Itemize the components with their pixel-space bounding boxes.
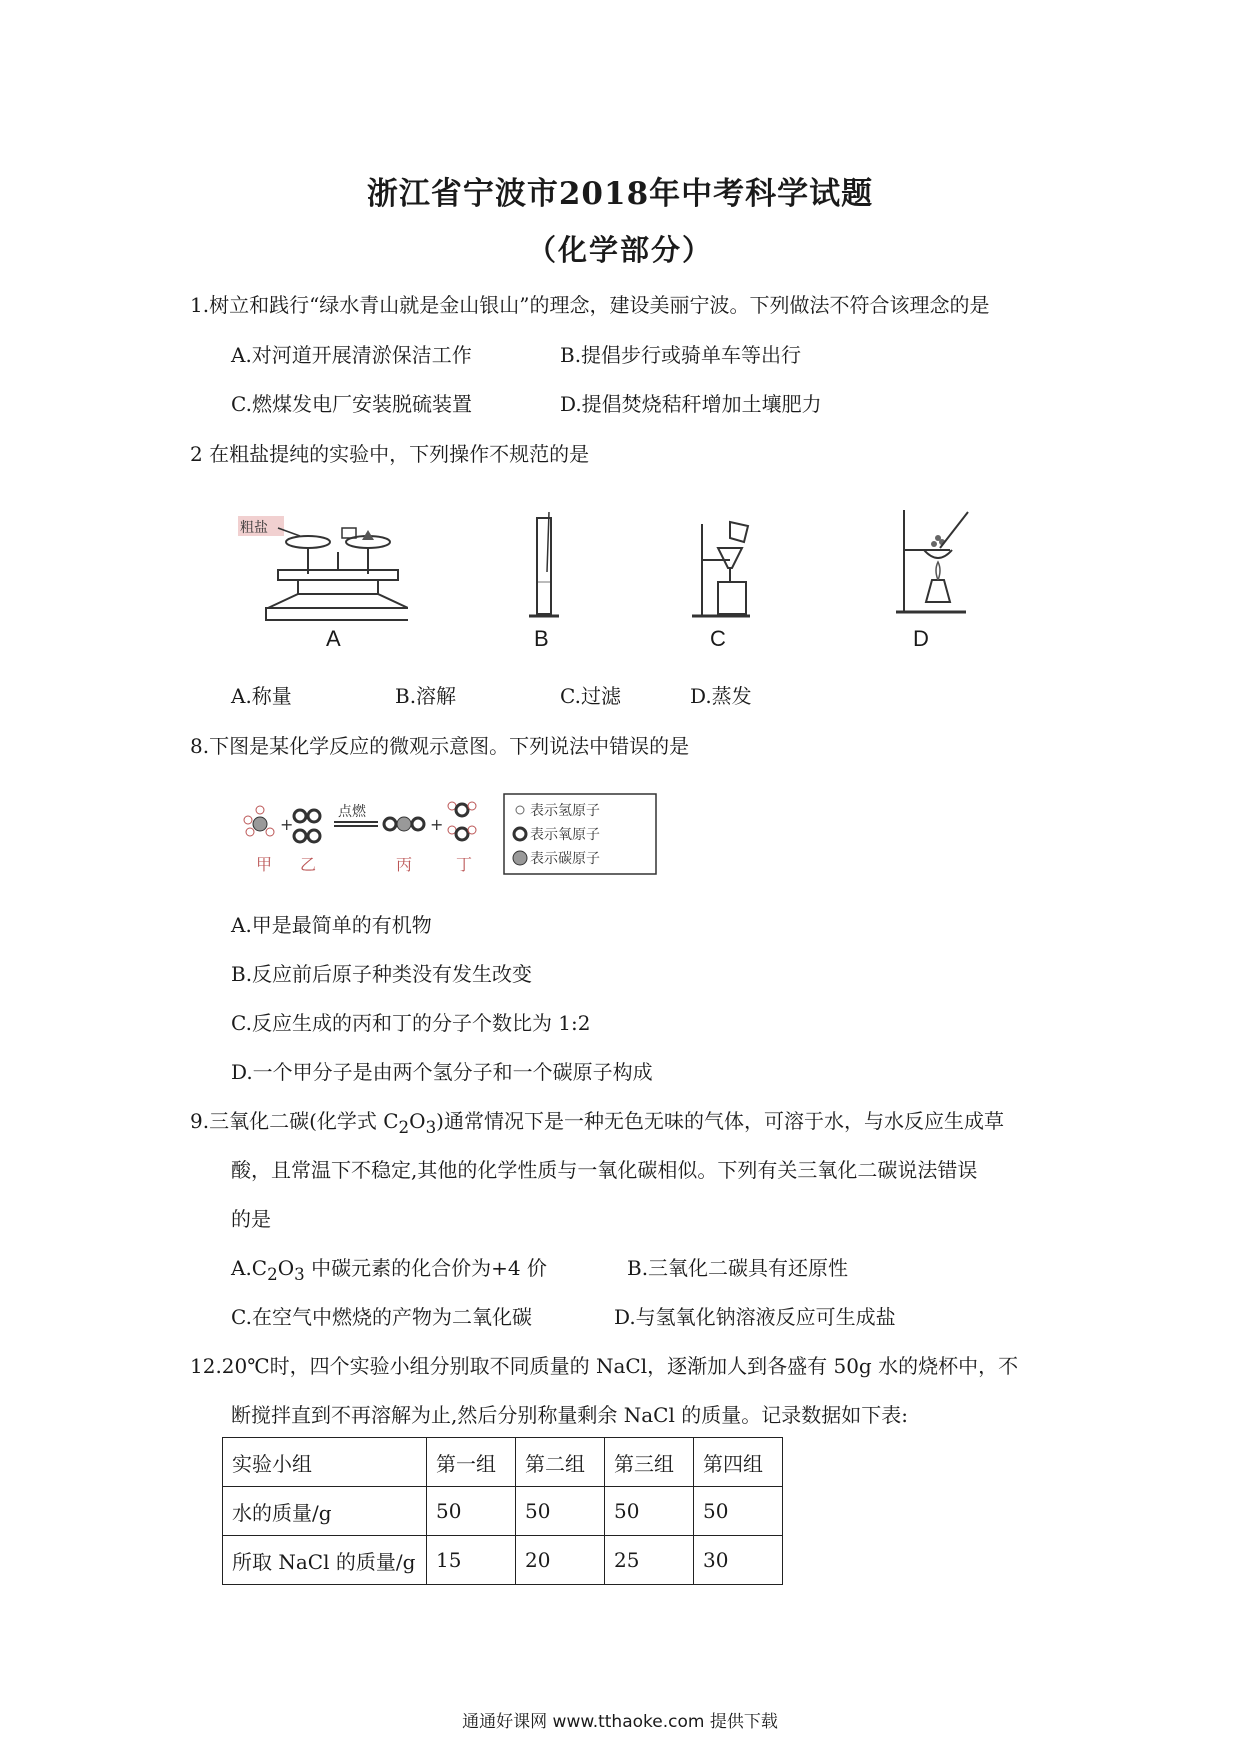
table-row <box>223 1536 783 1585</box>
q2-option-b: B.溶解 <box>395 684 457 708</box>
q9-option-c: C.在空气中燃烧的产物为二氧化碳 <box>231 1305 532 1329</box>
evaporation-figure <box>894 506 974 618</box>
q8-option-d: D.一个甲分子是由两个氢分子和一个碳原子构成 <box>231 1060 653 1084</box>
table-cell: 20 <box>516 1536 605 1585</box>
reaction-diagram <box>238 788 698 880</box>
filtration-figure <box>690 518 760 618</box>
molecule-label-jia: 甲 <box>256 855 273 874</box>
q9-option-d: D.与氢氧化钠溶液反应可生成盐 <box>614 1305 896 1329</box>
q2-option-d: D.蒸发 <box>690 684 752 708</box>
molecule-label-ding: 丁 <box>456 855 473 874</box>
q12-line-1: 12.20℃时，四个实验小组分别取不同质量的 NaCl，逐渐加人到各盛有 50g 水的烧杯中，不 <box>190 1354 1019 1378</box>
q1-option-d: D.提倡焚烧秸秆增加土壤肥力 <box>560 392 822 416</box>
svg-text:+: + <box>430 815 444 834</box>
table-cell: 50 <box>427 1487 516 1536</box>
fig-label-a: A <box>326 626 341 651</box>
table-cell: 水的质量/g <box>223 1487 427 1536</box>
table-cell: 30 <box>694 1536 783 1585</box>
table-row <box>223 1487 783 1536</box>
fig-a-tag: 粗盐 <box>240 520 268 536</box>
reaction-condition: 点燃 <box>338 804 366 820</box>
table-header-cell: 第四组 <box>694 1438 783 1487</box>
q12-line-2: 断搅拌直到不再溶解为止,然后分别称量剩余 NaCl 的质量。记录数据如下表: <box>231 1403 908 1427</box>
legend-carbon: 表示碳原子 <box>530 851 600 867</box>
balance-figure <box>238 512 408 624</box>
table-header-cell: 第三组 <box>605 1438 694 1487</box>
table-cell: 15 <box>427 1536 516 1585</box>
table-header-cell: 第一组 <box>427 1438 516 1487</box>
q9-line-1: 9.三氧化二碳(化学式 $C_2O_3$)通常情况下是一种无色无味的气体，可溶于水，与水反应生成草 <box>190 1109 1004 1137</box>
molecule-label-yi: 乙 <box>300 855 317 874</box>
legend-oxygen: 表示氧原子 <box>530 827 600 843</box>
q8-option-c: C.反应生成的丙和丁的分子个数比为 1:2 <box>231 1011 591 1035</box>
table-header-cell: 实验小组 <box>223 1438 427 1487</box>
molecule-label-bing: 丙 <box>396 855 413 874</box>
graduated-cylinder-figure <box>525 512 565 622</box>
q9-line-3: 的是 <box>231 1207 271 1231</box>
q1-stem: 1.树立和践行“绿水青山就是金山银山”的理念，建设美丽宁波。下列做法不符合该理念的是 <box>190 293 990 317</box>
q2-option-a: A.称量 <box>231 684 292 708</box>
q1-option-a: A.对河道开展清淤保洁工作 <box>231 343 472 367</box>
q8-option-b: B.反应前后原子种类没有发生改变 <box>231 962 533 986</box>
table-header-row <box>223 1438 783 1487</box>
fig-label-d: D <box>913 626 929 651</box>
q8-stem: 8.下图是某化学反应的微观示意图。下列说法中错误的是 <box>190 734 690 758</box>
table-cell: 50 <box>605 1487 694 1536</box>
page-subtitle: （化学部分） <box>526 233 713 267</box>
table-cell: 所取 NaCl 的质量/g <box>223 1536 427 1585</box>
table-cell: 50 <box>516 1487 605 1536</box>
svg-text:+: + <box>280 815 294 834</box>
q2-stem: 2 在粗盐提纯的实验中，下列操作不规范的是 <box>190 442 590 466</box>
page-title: 浙江省宁波市2018年中考科学试题 <box>366 176 874 212</box>
q9-option-a: $A.C_2O_3$ 中碳元素的化合价为+4 价 <box>231 1256 547 1284</box>
fig-label-b: B <box>534 626 549 651</box>
legend-hydrogen: 表示氢原子 <box>530 803 600 819</box>
table-cell: 25 <box>605 1536 694 1585</box>
data-table <box>222 1437 783 1585</box>
page-footer: 通通好课网 www.tthaoke.com 提供下载 <box>462 1712 778 1732</box>
q1-option-c: C.燃煤发电厂安装脱硫装置 <box>231 392 472 416</box>
q8-option-a: A.甲是最简单的有机物 <box>231 913 432 937</box>
q9-line-2: 酸，且常温下不稳定,其他的化学性质与一氧化碳相似。下列有关三氧化二碳说法错误 <box>231 1158 978 1182</box>
q1-option-b: B.提倡步行或骑单车等出行 <box>560 343 802 367</box>
q9-option-b: B.三氧化二碳具有还原性 <box>627 1256 849 1280</box>
fig-label-c: C <box>710 626 726 651</box>
table-header-cell: 第二组 <box>516 1438 605 1487</box>
q2-option-c: C.过滤 <box>560 684 621 708</box>
table-cell: 50 <box>694 1487 783 1536</box>
